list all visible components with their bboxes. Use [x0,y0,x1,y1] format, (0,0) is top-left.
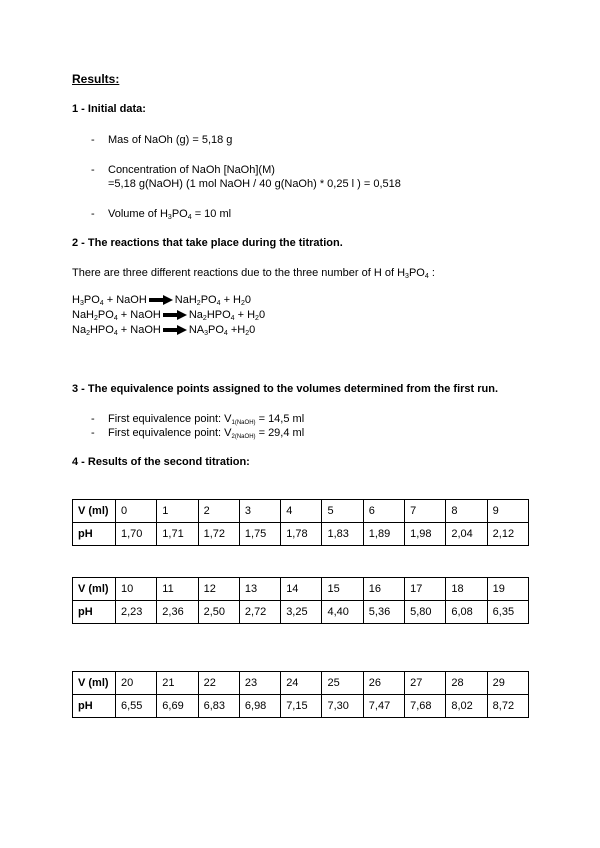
text: First equivalence point: V [108,427,232,439]
table-cell-ph: 2,04 [446,523,487,546]
subscript: 2 [202,315,207,322]
table-cell-volume: 5 [322,500,363,523]
table-cell-ph: 6,69 [157,695,198,718]
text: = 10 ml [191,208,232,220]
text: + NaOH [103,294,147,306]
subscript: 2 [86,330,90,337]
table-cell-volume: 18 [446,578,487,601]
text: PO [171,208,188,220]
table-cell-volume: 12 [198,578,239,601]
table-row-volume [73,672,529,695]
subscript: 3 [167,214,172,221]
table-cell-ph: 1,89 [363,523,404,546]
table-cell-volume: 3 [239,500,280,523]
table-cell-volume: 13 [239,578,280,601]
section2-title: 2 - The reactions that take place during the titration. [72,237,343,249]
table-cell-ph: 7,47 [363,695,404,718]
text: PO [408,267,425,279]
table-cell-ph: 5,36 [363,601,404,624]
row-label-volume: V (ml) [73,500,116,523]
row-label-ph: pH [73,601,116,624]
text: PO [83,294,100,306]
text: + H [220,294,241,306]
text: NaH [174,294,197,306]
table-cell-volume: 6 [363,500,404,523]
table-cell-ph: 8,02 [446,695,487,718]
table-cell-volume: 28 [446,672,487,695]
table-row-ph [73,601,529,624]
bullet-dash: - [91,208,95,220]
reactions-intro [72,267,435,279]
text: 0 [249,324,256,336]
text: Na [188,309,203,321]
table-cell-ph: 2,12 [487,523,528,546]
subscript: 1(NaOH) [231,420,256,426]
table-cell-volume: 19 [487,578,528,601]
text: PO [97,309,114,321]
text: First equivalence point: V [108,413,232,425]
table-cell-ph: 5,80 [405,601,446,624]
subscript: 4 [230,315,235,322]
row-label-volume: V (ml) [73,672,116,695]
text: 0 [244,294,252,306]
table-cell-volume: 8 [446,500,487,523]
table-cell-volume: 7 [405,500,446,523]
table-cell-ph: 6,08 [446,601,487,624]
item-volume [108,208,231,220]
table-cell-ph: 1,83 [322,523,363,546]
table-cell-ph: 2,36 [157,601,198,624]
table-cell-volume: 17 [405,578,446,601]
subscript: 2 [196,300,201,307]
table-cell-volume: 4 [281,500,322,523]
table-cell-volume: 11 [157,578,198,601]
table-cell-volume: 20 [116,672,157,695]
table-cell-ph: 6,55 [116,695,157,718]
results-heading: Results: [72,72,120,86]
item-concentration-calc: =5,18 g(NaOH) (1 mol NaOH / 40 g(NaOh) * 0,25 l ) = 0,518 [108,178,401,190]
text: + NaOH [117,309,161,321]
text: HPO [89,324,114,336]
reaction-arrow-icon [163,325,187,335]
table-cell-volume: 9 [487,500,528,523]
table-cell-ph: 7,15 [281,695,322,718]
table-cell-volume: 10 [116,578,157,601]
reaction-equation [72,294,251,306]
table-cell-ph: 2,50 [198,601,239,624]
titration-table [72,499,529,546]
table-cell-volume: 22 [198,672,239,695]
table-cell-volume: 1 [157,500,198,523]
table-cell-ph: 6,83 [198,695,239,718]
subscript: 4 [113,315,118,322]
reaction-arrow-icon [163,310,187,320]
subscript: 4 [216,300,221,307]
item-concentration: Concentration of NaOh [NaOh](M) [108,164,275,176]
text: Na [72,324,87,336]
subscript: 3 [405,273,409,280]
bullet-dash: - [91,413,95,425]
bullet-dash: - [91,134,95,146]
subscript: 2 [94,315,98,322]
titration-table [72,577,529,624]
text: + NaOH [117,324,161,336]
text: HPO [206,309,231,321]
table-cell-volume: 29 [487,672,528,695]
row-label-ph: pH [73,695,116,718]
table-cell-ph: 1,70 [116,523,157,546]
subscript: 4 [113,330,118,337]
table-row-volume [73,500,529,523]
subscript: 3 [204,330,209,337]
text: + H [234,309,256,321]
row-label-ph: pH [73,523,116,546]
table-cell-volume: 25 [322,672,363,695]
titration-table [72,671,529,718]
bullet-dash: - [91,427,95,439]
reaction-arrow-icon [149,295,173,305]
table-cell-volume: 26 [363,672,404,695]
table-cell-ph: 1,98 [405,523,446,546]
subscript: 4 [99,300,104,307]
bullet-dash: - [91,164,95,176]
text: +H [227,324,246,336]
text: = 29,4 ml [255,427,305,439]
reaction-equation [72,309,265,321]
table-cell-ph: 8,72 [487,695,528,718]
subscript: 2 [255,315,259,322]
table-cell-ph: 6,35 [487,601,528,624]
table-row-ph [73,523,529,546]
table-cell-ph: 2,23 [116,601,157,624]
subscript: 3 [79,300,84,307]
table-row-volume [73,578,529,601]
section1-title: 1 - Initial data: [72,103,146,115]
text: = 14,5 ml [255,413,305,425]
equivalence-point-1 [108,413,304,425]
table-cell-ph: 3,25 [281,601,322,624]
table-cell-volume: 23 [239,672,280,695]
table-cell-ph: 1,75 [239,523,280,546]
subscript: 4 [187,214,192,221]
table-cell-volume: 2 [198,500,239,523]
table-cell-ph: 1,78 [281,523,322,546]
subscript: 4 [223,330,228,337]
table-cell-volume: 24 [281,672,322,695]
text: Volume of H [108,208,168,220]
table-row-ph [73,695,529,718]
subscript: 4 [424,273,429,280]
text: NA [188,324,205,336]
table-cell-ph: 7,68 [405,695,446,718]
text: PO [200,294,217,306]
subscript: 2 [245,330,250,337]
item-mass: Mas of NaOh (g) = 5,18 g [108,134,233,146]
table-cell-volume: 16 [363,578,404,601]
table-cell-ph: 7,30 [322,695,363,718]
table-cell-volume: 21 [157,672,198,695]
subscript: 2 [241,300,245,307]
table-cell-volume: 15 [322,578,363,601]
table-cell-ph: 6,98 [239,695,280,718]
row-label-volume: V (ml) [73,578,116,601]
table-cell-ph: 2,72 [239,601,280,624]
table-cell-ph: 1,72 [198,523,239,546]
table-cell-ph: 4,40 [322,601,363,624]
section4-title: 4 - Results of the second titration: [72,456,250,468]
table-cell-volume: 0 [116,500,157,523]
text: PO [208,324,224,336]
equivalence-point-2 [108,427,304,439]
table-cell-volume: 27 [405,672,446,695]
subscript: 2(NaOH) [231,434,256,440]
reaction-equation [72,324,255,336]
table-cell-volume: 14 [281,578,322,601]
text: There are three different reactions due to the three number of H of H [72,267,406,279]
text: H [72,294,80,306]
table-cell-ph: 1,71 [157,523,198,546]
text: 0 [258,309,266,321]
text: : [428,267,435,279]
section3-title: 3 - The equivalence points assigned to the volumes determined from the first run. [72,383,499,395]
text: NaH [72,309,95,321]
